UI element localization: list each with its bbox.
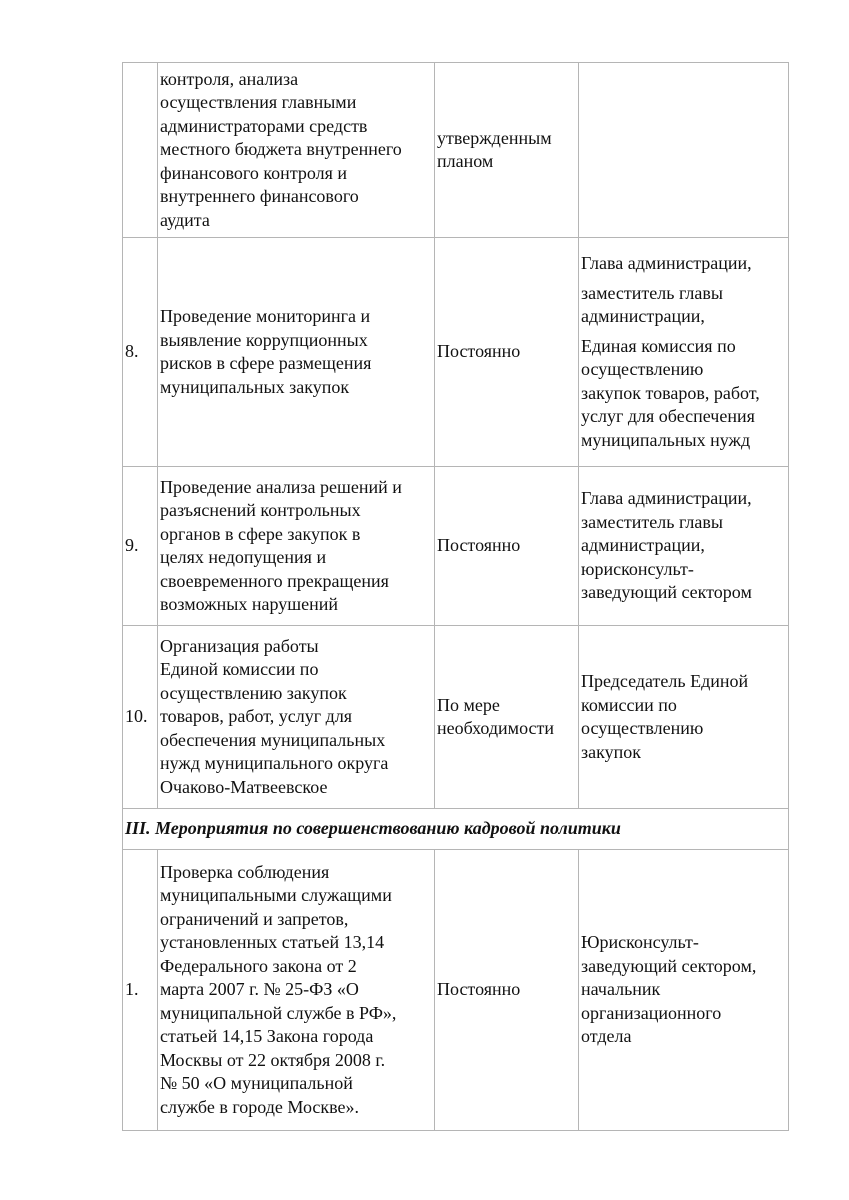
activity-cell: контроля, анализа осуществления главными администраторами средств местного бюджета внутреннего финансового контроля и внутреннего финансового аудита bbox=[158, 63, 435, 238]
activity-cell: Организация работы Единой комиссии по осуществлению закупок товаров, работ, услуг для обеспечения муниципальных нужд муниципального округа Очаково-Матвеевское bbox=[158, 626, 435, 809]
section-row bbox=[123, 809, 789, 850]
row-number: 8. bbox=[123, 238, 158, 467]
measures-table bbox=[122, 62, 789, 1131]
row-number bbox=[123, 63, 158, 238]
table-row bbox=[123, 467, 789, 626]
table-row bbox=[123, 850, 789, 1131]
responsible-paragraph: Глава администрации, заместитель главы администрации, юрисконсульт- заведующий сектором bbox=[581, 488, 752, 603]
responsible-paragraph: Юрисконсульт- заведующий сектором, начальник организационного отдела bbox=[581, 932, 757, 1047]
term-cell: Постоянно bbox=[435, 467, 579, 626]
term-cell: По мере необходимости bbox=[435, 626, 579, 809]
term-cell: Постоянно bbox=[435, 850, 579, 1131]
activity-cell: Проведение анализа решений и разъяснений контрольных органов в сфере закупок в целях недопущения и своевременного прекращения возможных нарушений bbox=[158, 467, 435, 626]
activity-cell: Проведение мониторинга и выявление коррупционных рисков в сфере размещения муниципальных закупок bbox=[158, 238, 435, 467]
responsible-paragraph: Единая комиссия по осуществлению закупок товаров, работ, услуг для обеспечения муниципальных нужд bbox=[581, 335, 760, 450]
table-row bbox=[123, 238, 789, 467]
responsible-cell bbox=[579, 238, 789, 467]
responsible-cell bbox=[579, 63, 789, 238]
row-number: 10. bbox=[123, 626, 158, 809]
table-row bbox=[123, 626, 789, 809]
responsible-paragraph: Глава администрации, bbox=[581, 253, 752, 273]
section-title: III. Мероприятия по совершенствованию кадровой политики bbox=[123, 809, 789, 850]
responsible-cell bbox=[579, 850, 789, 1131]
responsible-cell bbox=[579, 467, 789, 626]
row-number: 9. bbox=[123, 467, 158, 626]
term-cell: утвержденным планом bbox=[435, 63, 579, 238]
responsible-paragraph: Председатель Единой комиссии по осуществлению закупок bbox=[581, 671, 749, 762]
term-cell: Постоянно bbox=[435, 238, 579, 467]
activity-cell: Проверка соблюдения муниципальными служащими ограничений и запретов, установленных статьей 13,14 Федерального закона от 2 марта 2007 г. № 25-ФЗ «О муниципальной службе в РФ», статьей 14,15 Закона города Москвы от 22 октября 2008 г. № 50 «О муниципальной службе в городе Москве». bbox=[158, 850, 435, 1131]
table-row bbox=[123, 63, 789, 238]
responsible-paragraph: заместитель главы администрации, bbox=[581, 282, 723, 326]
row-number: 1. bbox=[123, 850, 158, 1131]
responsible-cell bbox=[579, 626, 789, 809]
